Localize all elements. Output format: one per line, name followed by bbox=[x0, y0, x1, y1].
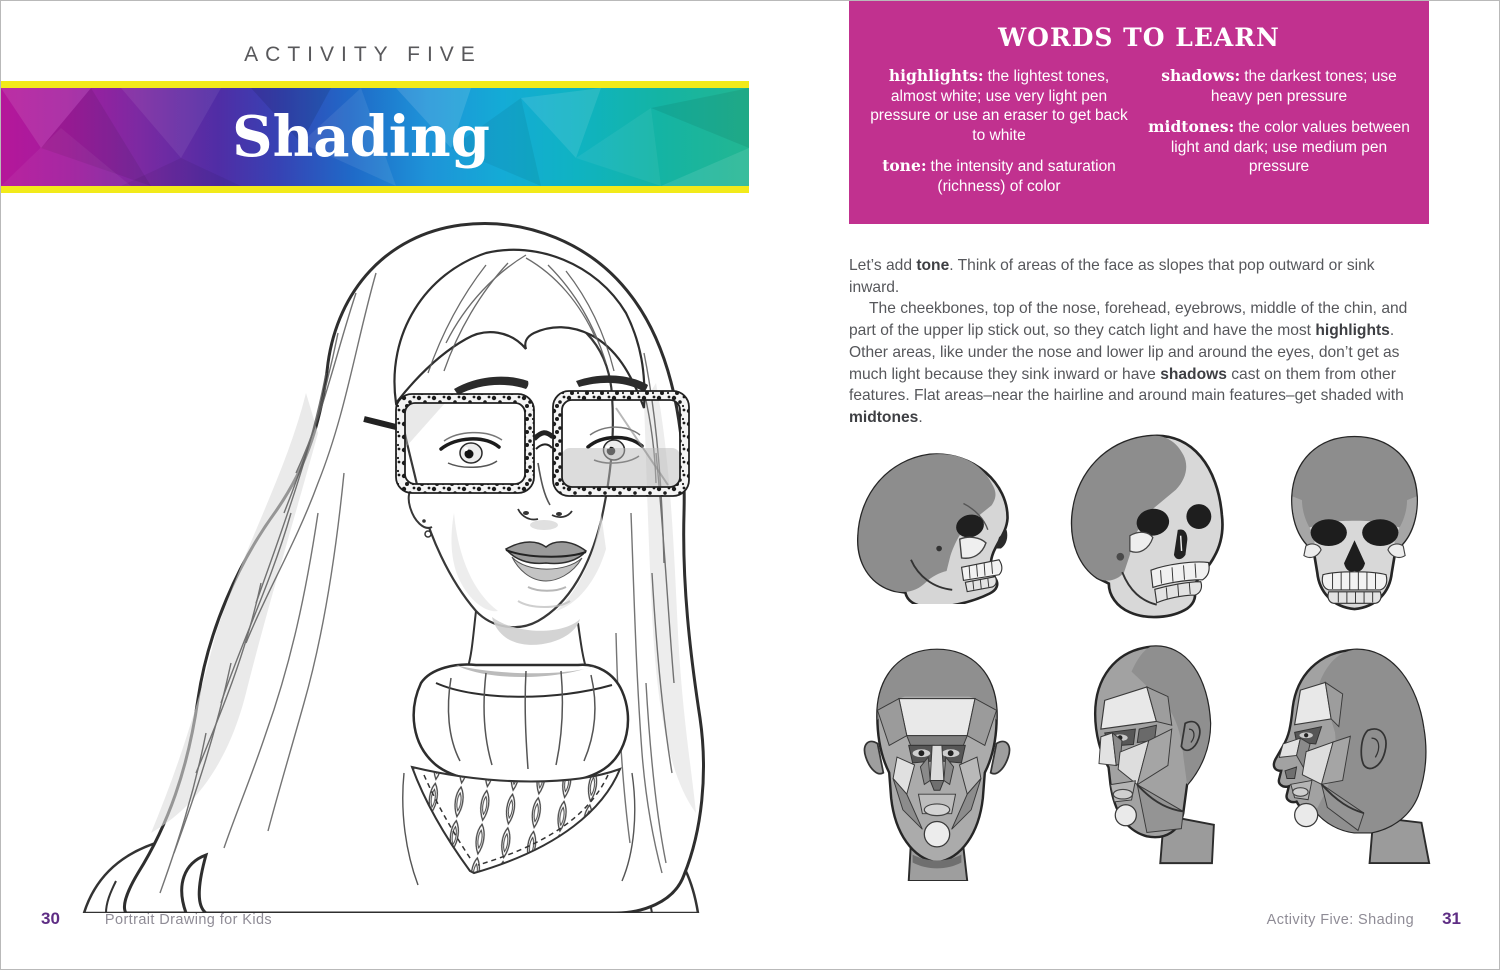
words-to-learn-title: WORDS TO LEARN bbox=[998, 23, 1280, 52]
girl-portrait-illustration bbox=[56, 213, 706, 913]
words-column-right bbox=[1145, 66, 1413, 207]
planar-head-three-quarter-view-illustration bbox=[1076, 641, 1234, 866]
def-shadows: the darkest tones; use heavy pen pressure bbox=[1210, 68, 1397, 105]
term-shadows: shadows: bbox=[1161, 66, 1241, 85]
chapter-footer-label: Activity Five: Shading bbox=[1266, 912, 1415, 928]
right-page-footer bbox=[1267, 909, 1461, 929]
chapter-title: Shading bbox=[232, 104, 490, 170]
left-page-number: 30 bbox=[41, 909, 60, 928]
def-tone: the intensity and saturation (richness) of color bbox=[930, 158, 1116, 195]
def-highlights: the lightest tones, almost white; use very light pen pressure or use an eraser to get back to white bbox=[870, 68, 1128, 144]
book-title: Portrait Drawing for Kids bbox=[104, 912, 273, 928]
right-page-number: 31 bbox=[1442, 909, 1461, 928]
planar-head-side-view-illustration bbox=[1258, 644, 1436, 865]
words-column-left bbox=[865, 66, 1133, 207]
lesson-paragraph-1: Let’s add tone. Think of areas of the face as slopes that pop outward or sink inward. bbox=[849, 257, 1375, 296]
definition-highlights bbox=[865, 66, 1133, 145]
term-highlights: highlights: bbox=[888, 66, 984, 85]
term-tone: tone: bbox=[882, 156, 927, 175]
definition-shadows bbox=[1145, 66, 1413, 106]
skull-side-view-illustration bbox=[851, 449, 1015, 604]
left-page-footer bbox=[41, 909, 272, 929]
skull-three-quarter-view-illustration bbox=[1059, 430, 1241, 627]
lesson-text bbox=[849, 255, 1427, 429]
words-to-learn-box bbox=[849, 1, 1429, 224]
chapter-title-banner bbox=[1, 81, 749, 193]
def-midtones: the color values between light and dark; use medium pen pressure bbox=[1170, 119, 1410, 175]
planar-head-front-view-illustration bbox=[854, 642, 1020, 881]
term-midtones: midtones: bbox=[1148, 117, 1235, 136]
activity-kicker: ACTIVITY FIVE bbox=[244, 43, 482, 66]
skull-front-view-illustration bbox=[1281, 433, 1429, 617]
lesson-paragraph-2: The cheekbones, top of the nose, forehead, eyebrows, middle of the chin, and part of the upper lip stick out, so they catch light and have the most highlights. Other areas, like under the nose and lower lip and around the eyes, don’t get as much light because they sink inward or have shadows cast on them from other features. Flat areas–near the hairline and around main features–get shaded with midtones. bbox=[849, 300, 1408, 426]
definition-tone bbox=[865, 156, 1133, 196]
definition-midtones bbox=[1145, 117, 1413, 177]
